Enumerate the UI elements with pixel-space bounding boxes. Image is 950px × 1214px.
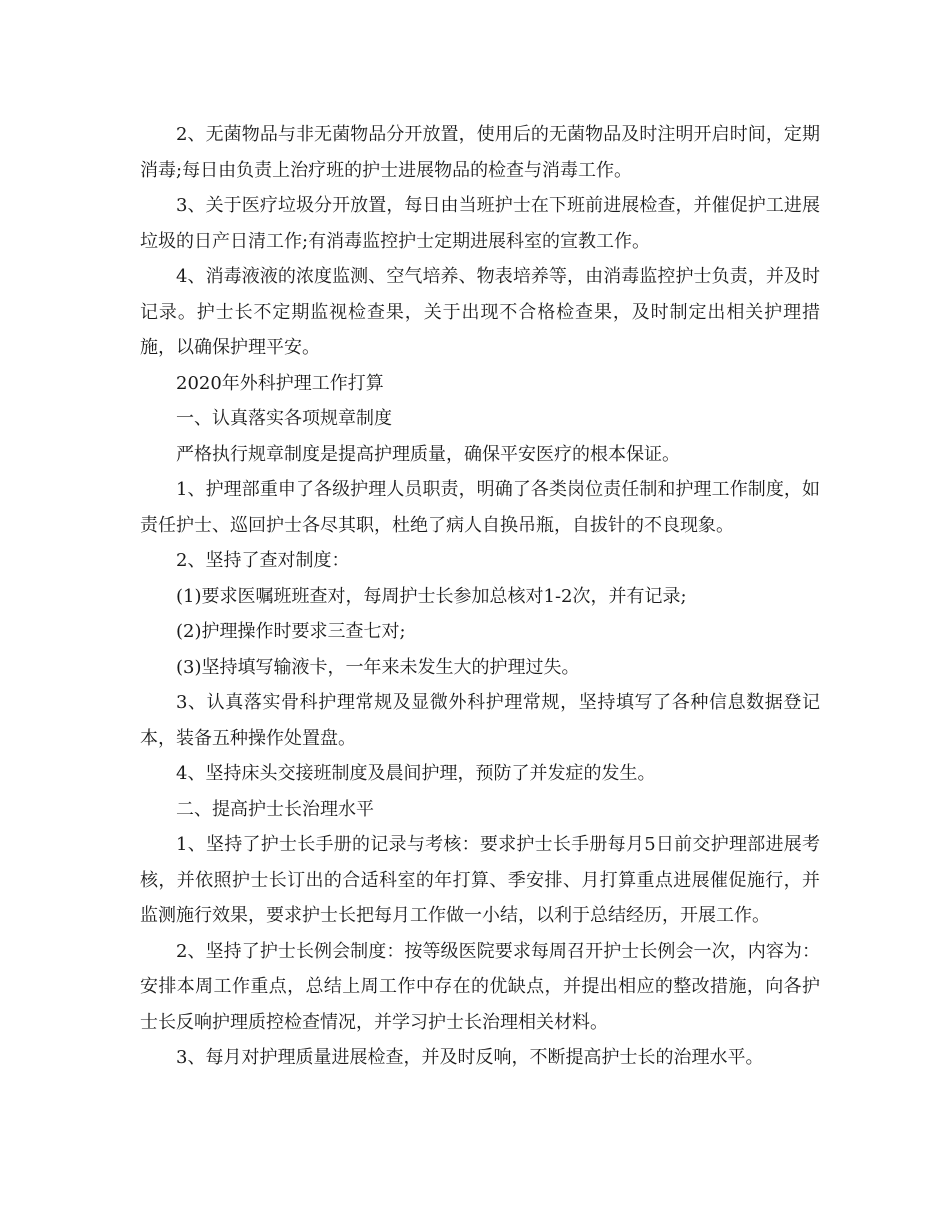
paragraph: 2、无菌物品与非无菌物品分开放置，使用后的无菌物品及时注明开启时间，定期消毒;每日由负责上治疗班的护士进展物品的检查与消毒工作。 xyxy=(140,124,820,181)
paragraph: 4、消毒液液的浓度监测、空气培养、物表培养等，由消毒监控护士负责，并及时记录。护士长不定期监视检查果，关于出现不合格检查果，及时制定出相关护理措施，以确保护理平安。 xyxy=(140,266,820,358)
list-item: (1)要求医嘱班班查对，每周护士长参加总核对1-2次，并有记录; xyxy=(176,585,687,607)
paragraph: 1、护理部重申了各级护理人员职责，明确了各类岗位责任制和护理工作制度，如责任护士、巡回护士各尽其职，杜绝了病人自换吊瓶，自拔针的不良现象。 xyxy=(140,479,820,536)
document-body xyxy=(140,117,820,1076)
paragraph: 3、每月对护理质量进展检查，并及时反响，不断提高护士长的治理水平。 xyxy=(176,1047,764,1068)
section-heading: 一、认真落实各项规章制度 xyxy=(176,408,392,429)
paragraph: 1、坚持了护士长手册的记录与考核：要求护士长手册每月5日前交护理部进展考核，并依照护士长订出的合适科室的年打算、季安排、月打算重点进展催促施行，并监测施行效果，要求护士长把每月工作做一小结，以利于总结经历，开展工作。 xyxy=(140,834,820,926)
paragraph: 2、坚持了护士长例会制度：按等级医院要求每周召开护士长例会一次，内容为：安排本周工作重点，总结上周工作中存在的优缺点，并提出相应的整改措施，向各护士长反响护理质控检查情况，并学习护士长治理相关材料。 xyxy=(140,940,820,1033)
list-item: (3)坚持填写输液卡，一年来未发生大的护理过失。 xyxy=(176,656,580,678)
paragraph: 2、坚持了查对制度： xyxy=(176,550,350,571)
paragraph: 4、坚持床头交接班制度及晨间护理，预防了并发症的发生。 xyxy=(176,763,656,784)
section-heading: 2020年外科护理工作打算 xyxy=(176,372,384,394)
paragraph: 3、关于医疗垃圾分开放置，每日由当班护士在下班前进展检查，并催促护工进展垃圾的日产日清工作;有消毒监控护士定期进展科室的宣教工作。 xyxy=(140,195,820,252)
paragraph: 严格执行规章制度是提高护理质量，确保平安医疗的根本保证。 xyxy=(176,443,680,465)
list-item: (2)护理操作时要求三查七对; xyxy=(176,621,406,642)
paragraph: 3、认真落实骨科护理常规及显微外科护理常规，坚持填写了各种信息数据登记本，装备五种操作处置盘。 xyxy=(140,692,820,749)
section-heading: 二、提高护士长治理水平 xyxy=(176,798,374,820)
